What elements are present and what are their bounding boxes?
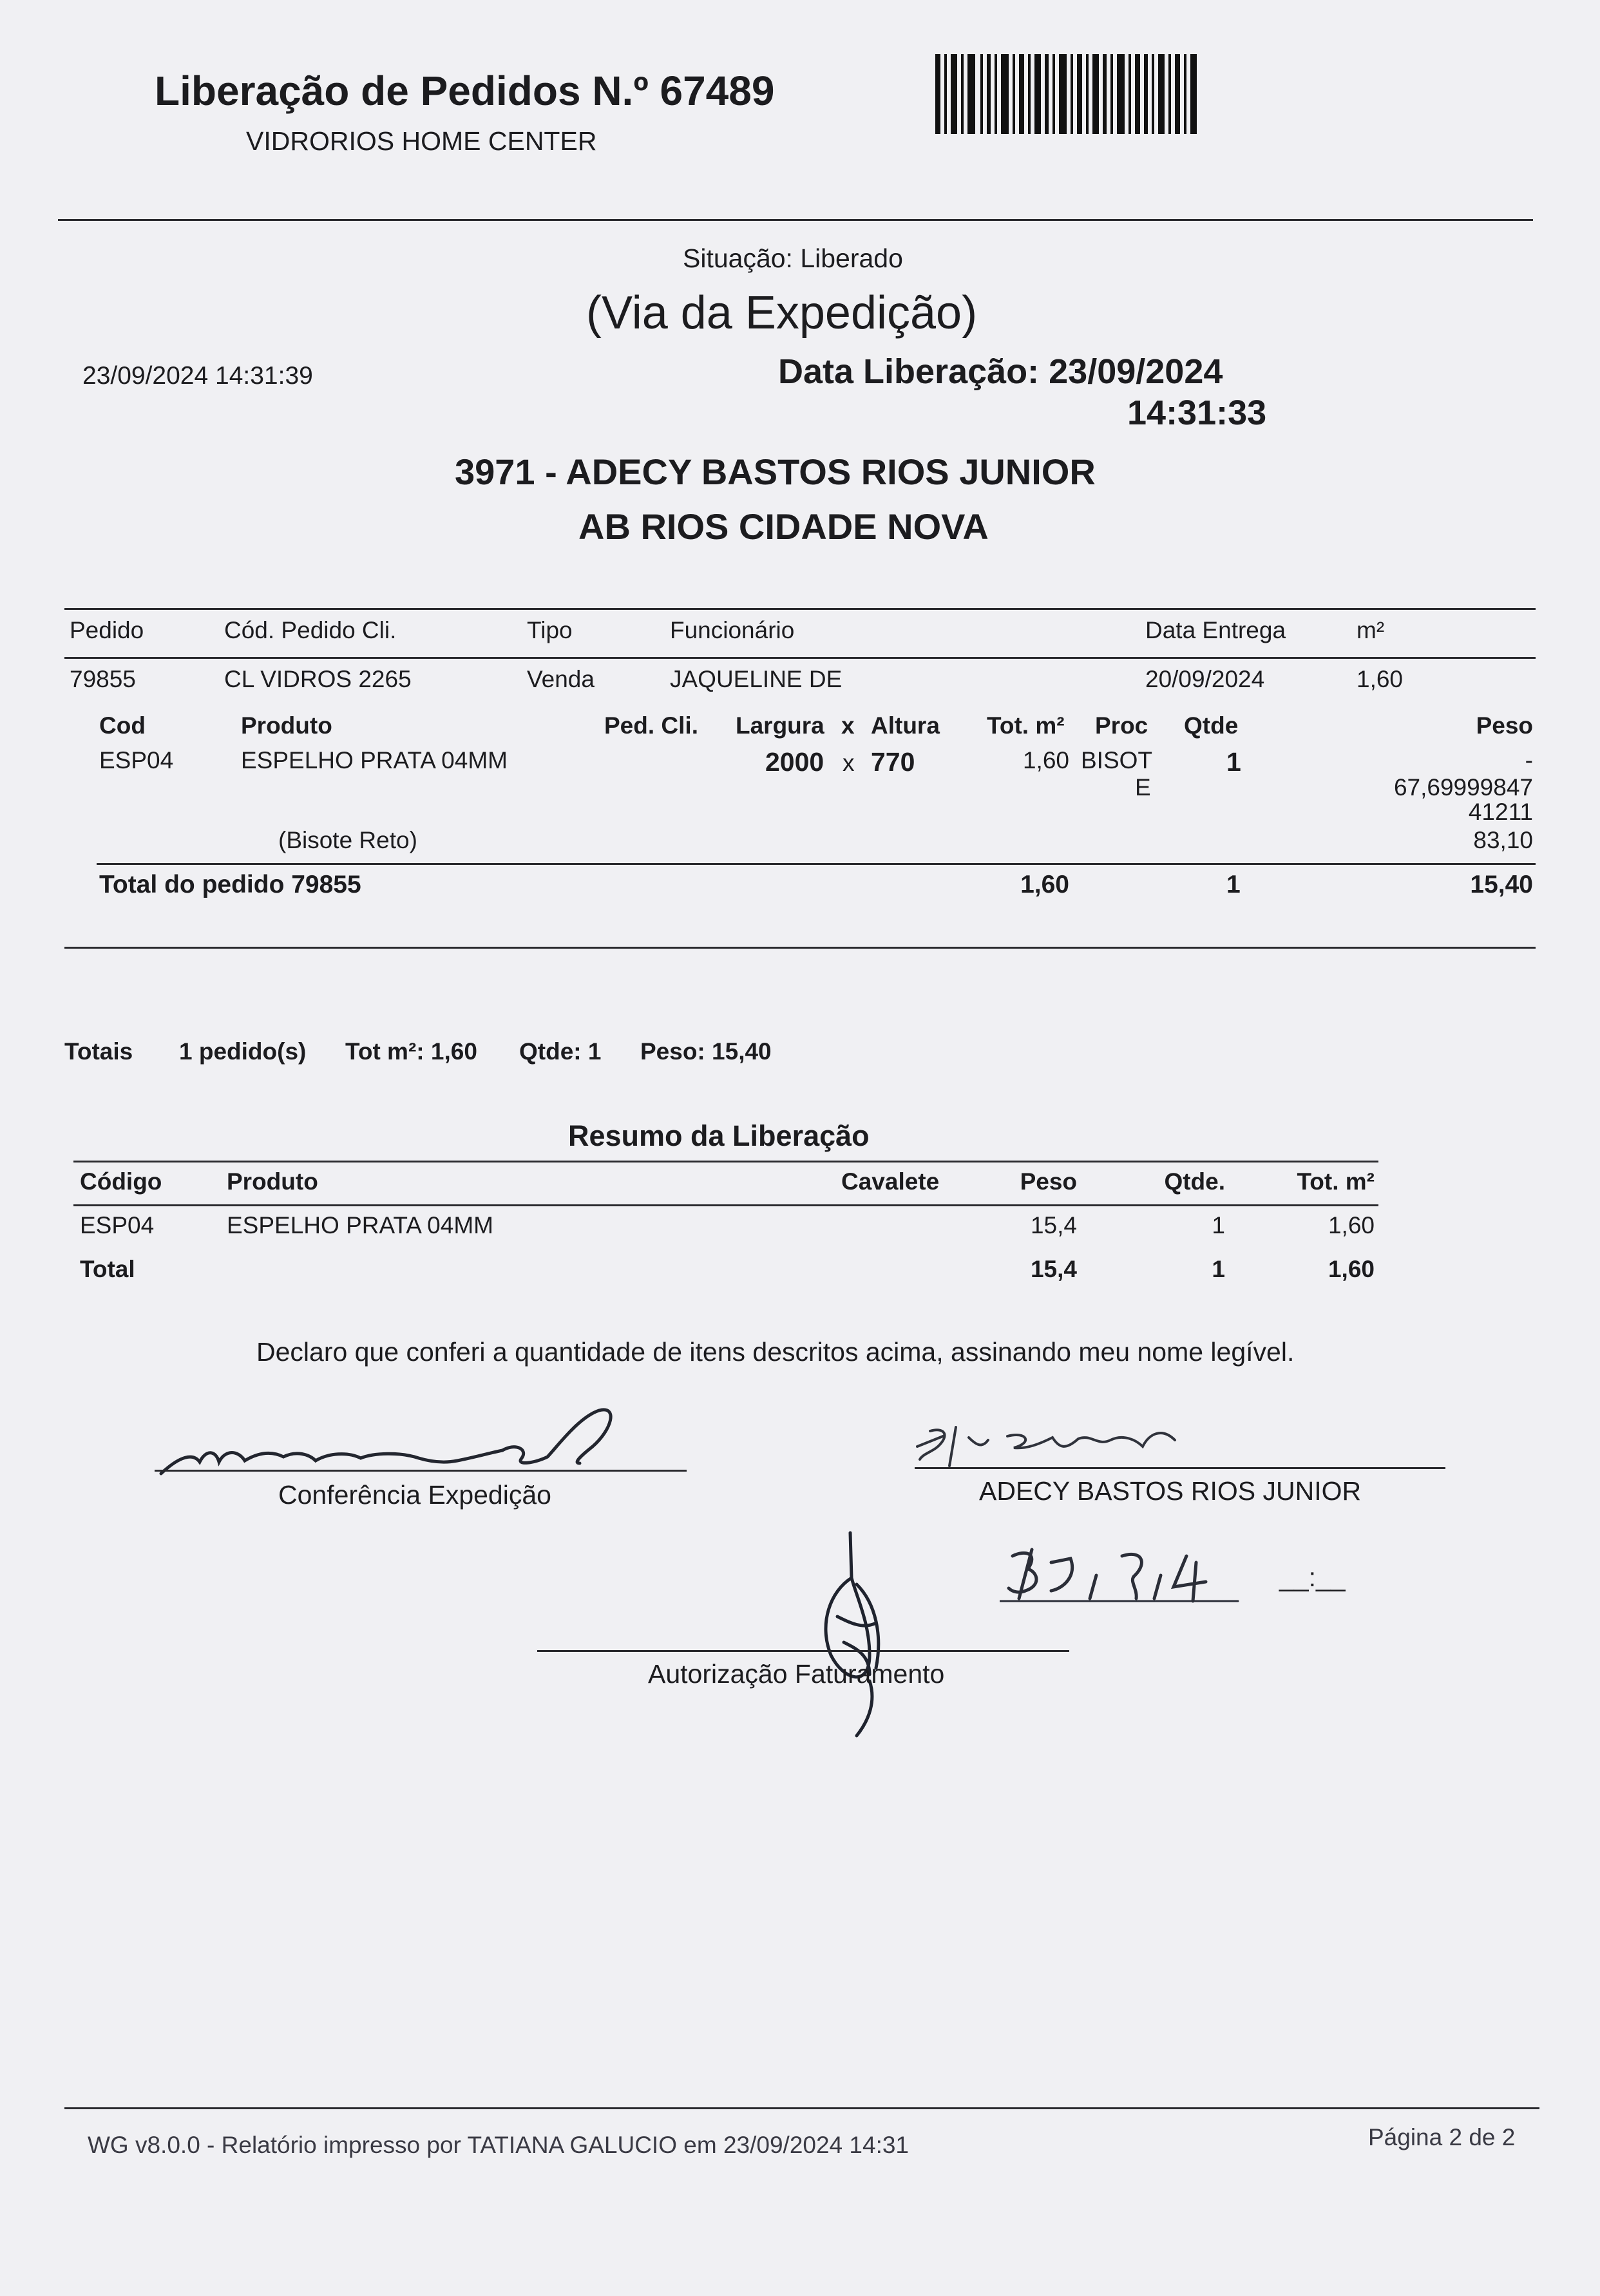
signature-label-right: ADECY BASTOS RIOS JUNIOR	[979, 1476, 1362, 1506]
signature-faturamento	[792, 1526, 921, 1745]
item-peso-line4: 83,10	[1473, 827, 1533, 853]
order-table-top-rule	[64, 608, 1536, 610]
summary-header-peso: Peso	[1020, 1168, 1077, 1195]
order-cell-m2: 1,60	[1357, 666, 1404, 692]
items-header-tot-m2: Tot. m²	[987, 712, 1065, 739]
col-header-pedido: Pedido	[70, 617, 144, 643]
items-header-x: x	[841, 712, 855, 739]
item-proc-line1: BISOT	[1081, 747, 1153, 773]
signature-client	[904, 1408, 1265, 1472]
order-total-peso: 15,40	[1470, 871, 1533, 898]
items-total-rule	[97, 863, 1536, 865]
summary-cell-produto: ESPELHO PRATA 04MM	[227, 1212, 493, 1238]
signature-line-left	[155, 1470, 687, 1472]
summary-header-tot-m2: Tot. m²	[1297, 1168, 1375, 1195]
totals-label: Totais	[64, 1038, 133, 1065]
item-qtde: 1	[1226, 747, 1241, 777]
totals-peso: Peso: 15,40	[640, 1038, 772, 1065]
status-text: Situação: Liberado	[683, 243, 903, 273]
item-peso-line2: 67,69999847	[1393, 774, 1533, 801]
order-table-header-rule	[64, 657, 1536, 659]
summary-header-codigo: Código	[80, 1168, 162, 1195]
totals-pedidos: 1 pedido(s)	[179, 1038, 307, 1065]
items-header-peso: Peso	[1476, 712, 1533, 739]
items-bottom-rule	[64, 947, 1536, 949]
summary-total-qtde: 1	[1212, 1256, 1225, 1282]
signature-label-bottom: Autorização Faturamento	[648, 1659, 945, 1689]
signature-conferencia	[155, 1391, 670, 1481]
release-time: 14:31:33	[1127, 394, 1267, 432]
items-header-produto: Produto	[241, 712, 332, 739]
summary-header-rule	[73, 1204, 1378, 1206]
item-proc-line2: E	[1135, 774, 1151, 801]
release-date: Data Liberação: 23/09/2024	[778, 352, 1223, 391]
summary-header-cavalete: Cavalete	[841, 1168, 940, 1195]
order-cell-funcionario: JAQUELINE DE	[670, 666, 843, 692]
document-title: Liberação de Pedidos N.º 67489	[155, 68, 775, 114]
items-header-largura: Largura	[736, 712, 824, 739]
via-label: (Via da Expedição)	[586, 287, 978, 339]
signature-line-bottom	[537, 1650, 1069, 1652]
col-header-cod-pedido-cli: Cód. Pedido Cli.	[224, 617, 397, 643]
totals-m2: Tot m²: 1,60	[345, 1038, 477, 1065]
order-cell-tipo: Venda	[527, 666, 595, 692]
order-cell-data-entrega: 20/09/2024	[1145, 666, 1265, 692]
col-header-m2: m²	[1357, 617, 1385, 643]
summary-total-peso: 15,4	[1030, 1256, 1077, 1282]
col-header-data-entrega: Data Entrega	[1145, 617, 1286, 643]
items-header-altura: Altura	[871, 712, 940, 739]
item-note: (Bisote Reto)	[278, 827, 417, 853]
signature-line-right	[915, 1467, 1445, 1469]
item-peso-line3: 41211	[1468, 799, 1533, 825]
summary-total-label: Total	[80, 1256, 135, 1282]
footer-page-number: Página 2 de 2	[1368, 2124, 1516, 2150]
item-peso-line1: -	[1525, 747, 1533, 773]
summary-total-tot-m2: 1,60	[1328, 1256, 1375, 1282]
handwritten-date	[1000, 1537, 1251, 1608]
items-header-ped-cli: Ped. Cli.	[604, 712, 698, 739]
declaration-text: Declaro que conferi a quantidade de itens descritos acima, assinando meu nome legível.	[256, 1337, 1295, 1367]
print-datetime: 23/09/2024 14:31:39	[82, 362, 313, 390]
barcode-graphic	[935, 54, 1197, 134]
col-header-tipo: Tipo	[527, 617, 573, 643]
summary-title: Resumo da Liberação	[568, 1119, 870, 1152]
order-cell-pedido: 79855	[70, 666, 136, 692]
summary-cell-peso: 15,4	[1030, 1212, 1077, 1238]
client-name: 3971 - ADECY BASTOS RIOS JUNIOR	[455, 451, 1096, 492]
summary-cell-qtde: 1	[1212, 1212, 1225, 1238]
order-total-label: Total do pedido 79855	[99, 871, 361, 898]
col-header-funcionario: Funcionário	[670, 617, 795, 643]
item-cod: ESP04	[99, 747, 174, 773]
items-header-cod: Cod	[99, 712, 146, 739]
summary-top-rule	[73, 1161, 1378, 1162]
item-produto: ESPELHO PRATA 04MM	[241, 747, 508, 773]
totals-qtde: Qtde: 1	[519, 1038, 602, 1065]
summary-header-qtde: Qtde.	[1164, 1168, 1225, 1195]
barcode	[935, 54, 1197, 134]
header-divider	[58, 219, 1533, 221]
summary-cell-codigo: ESP04	[80, 1212, 155, 1238]
item-largura: 2000	[765, 747, 824, 777]
time-blank: __:__	[1279, 1562, 1346, 1592]
item-altura: 770	[871, 747, 915, 777]
order-total-m2: 1,60	[1020, 871, 1069, 898]
items-header-qtde: Qtde	[1184, 712, 1239, 739]
summary-cell-tot-m2: 1,60	[1328, 1212, 1375, 1238]
footer-print-info: WG v8.0.0 - Relatório impresso por TATIANA GALUCIO em 23/09/2024 14:31	[88, 2132, 910, 2158]
footer-rule	[64, 2107, 1539, 2109]
items-header-proc: Proc	[1095, 712, 1148, 739]
company-name: VIDRORIOS HOME CENTER	[246, 126, 597, 156]
client-store: AB RIOS CIDADE NOVA	[578, 506, 989, 547]
item-tot-m2: 1,60	[1022, 747, 1069, 773]
order-cell-cod-pedido-cli: CL VIDROS 2265	[224, 666, 412, 692]
summary-header-produto: Produto	[227, 1168, 318, 1195]
order-total-qtde: 1	[1226, 871, 1241, 898]
item-x: x	[843, 750, 855, 776]
signature-label-left: Conferência Expedição	[278, 1480, 551, 1510]
